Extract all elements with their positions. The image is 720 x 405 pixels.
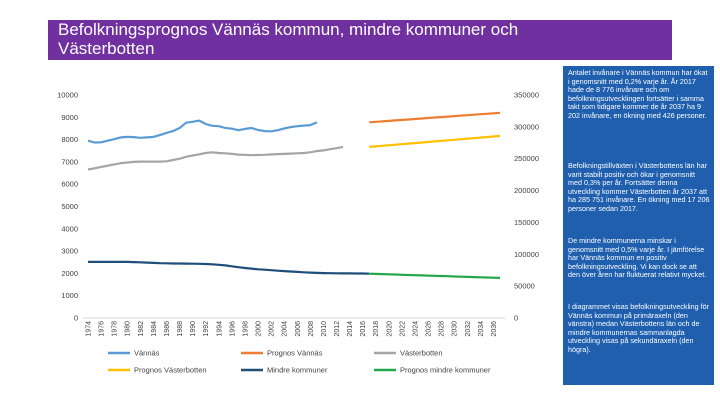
x-tick-label: 2034 [477, 321, 485, 337]
legend-label: Mindre kommuner [267, 365, 328, 375]
x-tick-label: 2028 [438, 321, 446, 337]
y-left-tick-label: 0 [73, 313, 78, 323]
x-tick-label: 2000 [255, 321, 263, 337]
x-tick-label: 2024 [412, 321, 420, 337]
x-tick-label: 1988 [177, 321, 185, 337]
x-tick-label: 1980 [124, 321, 132, 337]
x-tick-label: 1992 [203, 321, 211, 337]
series-line-5 [369, 274, 500, 278]
x-tick-label: 1994 [216, 321, 224, 337]
x-tick-label: 1996 [229, 321, 237, 337]
x-tick-label: 2012 [334, 321, 342, 337]
x-tick-label: 2008 [307, 321, 315, 337]
y-left-tick-label: 10000 [57, 90, 78, 100]
x-tick-label: 2014 [347, 321, 355, 337]
x-tick-label: 1984 [150, 321, 158, 337]
series-line-2 [88, 147, 343, 170]
y-left-tick-label: 7000 [61, 157, 78, 167]
y-right-tick-label: 200000 [514, 186, 540, 196]
x-tick-label: 1982 [137, 321, 145, 337]
x-tick-label: 2032 [464, 321, 472, 337]
y-left-tick-label: 1000 [61, 291, 78, 301]
x-tick-label: 2026 [425, 321, 433, 337]
x-tick-label: 2002 [268, 321, 276, 337]
page-title: Befolkningsprognos Vännäs kommun, mindre kommuner och Västerbotten [58, 20, 519, 58]
x-tick-label: 2020 [386, 321, 394, 337]
y-left-tick-label: 6000 [61, 179, 78, 189]
series-line-3 [369, 136, 500, 147]
legend-label: Västerbotten [400, 348, 443, 358]
x-tick-label: 1976 [98, 321, 106, 337]
x-tick-label: 2010 [320, 321, 328, 337]
x-tick-label: 2006 [294, 321, 302, 337]
x-tick-label: 1978 [111, 321, 119, 337]
x-tick-label: 2004 [281, 321, 289, 337]
y-left-tick-label: 4000 [61, 224, 78, 234]
legend-label: Prognos mindre kommuner [400, 365, 491, 375]
legend-label: Vännäs [134, 348, 160, 358]
y-right-tick-label: 350000 [514, 90, 540, 100]
sidebar-paragraph-diagram-note: I diagrammet visas befolkningsutveckling för Vännäs kommun på primäraxeln (den vänstra) medan Västerbottens län och de mindre kommunernas sammanlagda utveckling visas på sekundäraxeln (den högra). [568, 302, 710, 354]
sidebar-paragraph-mindre-kommuner: De mindre kommunerna minskar i genomsnitt med 0,5% varje år. I jämförelse har Vännäs kommun en positiv befolkningsutveckling. Vi kan dock se att den över åren har fluktuerat relativt mycket. [568, 236, 707, 280]
series-line-0 [88, 121, 317, 143]
x-tick-label: 1998 [242, 321, 250, 337]
x-tick-label: 1986 [163, 321, 171, 337]
x-tick-label: 2022 [399, 321, 407, 337]
y-right-tick-label: 250000 [514, 154, 540, 164]
y-right-tick-label: 50000 [514, 281, 535, 291]
y-left-tick-label: 5000 [61, 202, 78, 211]
legend-label: Prognos Västerbotten [134, 365, 207, 375]
y-right-tick-label: 300000 [514, 122, 540, 132]
sidebar-paragraph-vannas: Antalet invånare i Vännäs kommun har ökat i genomsnitt med 0,2% varje år. År 2017 hade de 8 776 invånare och om befolkningsutvecklingen fortsätter i samma takt som tidigare kommer de år 2037 ha 9 202 invånare, en ökning med 426 personer. [568, 68, 708, 120]
y-left-tick-label: 8000 [61, 135, 78, 145]
x-tick-label: 2016 [360, 321, 368, 337]
y-left-tick-label: 9000 [61, 112, 78, 122]
x-tick-label: 2036 [490, 321, 498, 337]
series-line-4 [88, 262, 369, 274]
y-right-tick-label: 150000 [514, 217, 540, 227]
sidebar-paragraph-vasterbotten: Befolkningstillväxten i Västerbottens län har varit stabilt positiv och ökar i genomsnitt med 0,3% per år. Fortsätter denna utveckling kommer Västerbotten år 2037 att ha 285 751 invånare. En ökning med 17 206 personer sedan 2017. [568, 161, 710, 213]
x-tick-label: 2030 [451, 321, 459, 337]
series-line-1 [369, 113, 500, 123]
y-right-tick-label: 100000 [514, 249, 540, 259]
x-tick-label: 1990 [190, 321, 198, 337]
x-tick-label: 2018 [373, 321, 381, 337]
x-tick-label: 1974 [85, 321, 93, 337]
legend-label: Prognos Vännäs [267, 348, 323, 358]
y-right-tick-label: 0 [514, 313, 519, 323]
y-left-tick-label: 3000 [61, 246, 78, 256]
y-left-tick-label: 2000 [61, 268, 78, 278]
